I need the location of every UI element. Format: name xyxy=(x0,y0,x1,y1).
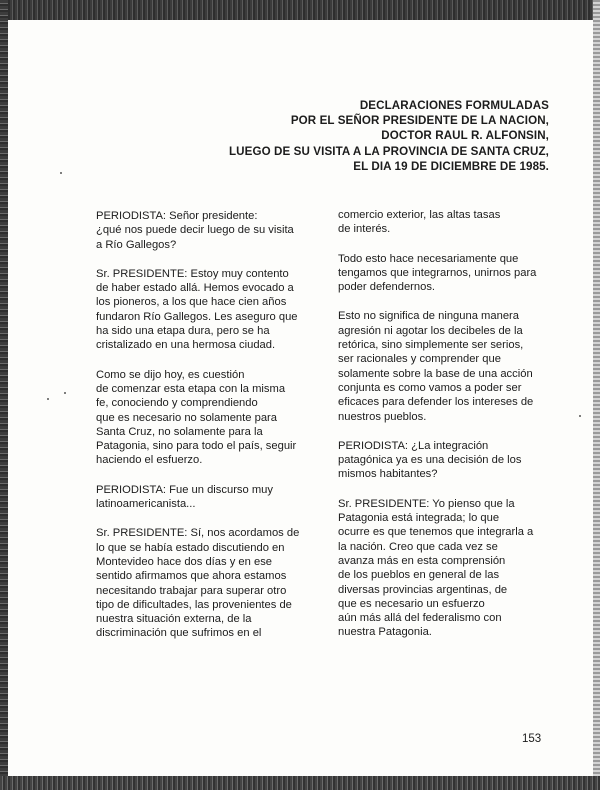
text-line: de los pueblos en general de las xyxy=(338,569,500,582)
paragraph xyxy=(338,439,550,482)
page-number: 153 xyxy=(522,733,542,745)
heading-line: LUEGO DE SU VISITA A LA PROVINCIA DE SANTA CRUZ, xyxy=(229,144,549,158)
paragraph xyxy=(338,309,550,423)
text-line: mismos habitantes? xyxy=(338,468,438,481)
text-line: fundaron Río Gallegos. Les aseguro que xyxy=(96,310,298,323)
text-line: solamente sobre la base de una acción xyxy=(338,367,533,380)
text-line: Como se dijo hoy, es cuestión xyxy=(96,368,245,381)
text-line: nuestra situación externa, de la xyxy=(96,613,252,626)
text-line: Sr. PRESIDENTE: Estoy muy contento xyxy=(96,267,289,280)
text-line: Sr. PRESIDENTE: Sí, nos acordamos de xyxy=(96,527,300,540)
text-line: de haber estado allá. Hemos evocado a xyxy=(96,282,294,295)
text-line: la nación. Creo que cada vez se xyxy=(338,540,498,553)
text-line: discriminación que sufrimos en el xyxy=(96,627,262,640)
text-line: Santa Cruz, no solamente para la xyxy=(96,425,263,438)
text-line: que es necesario no solamente para xyxy=(96,411,277,424)
text-line: nuestra Patagonia. xyxy=(338,626,432,639)
right-column xyxy=(338,208,550,655)
paragraph xyxy=(96,209,306,252)
text-line: los pioneros, a los que hace cien años xyxy=(96,296,287,309)
text-line: nuestros pueblos. xyxy=(338,410,427,423)
text-line: tengamos que integrarnos, unirnos para xyxy=(338,266,537,279)
text-line: comercio exterior, las altas tasas xyxy=(338,209,501,221)
text-line: conjunta es como vamos a poder ser xyxy=(338,381,522,394)
text-line: Patagonia, sino para todo el país, seguir xyxy=(96,440,297,453)
paragraph xyxy=(338,497,550,640)
text-line: patagónica ya es una decisión de los xyxy=(338,454,522,467)
text-line: latinoamericanista... xyxy=(96,498,196,511)
text-line: ¿qué nos puede decir luego de su visita xyxy=(96,224,294,237)
scan-edge-right xyxy=(593,0,600,790)
document-heading xyxy=(229,98,549,174)
text-line: ha sido una etapa dura, pero se ha xyxy=(96,325,270,338)
text-line: Todo esto hace necesariamente que xyxy=(338,252,519,265)
scan-speck xyxy=(579,415,581,417)
heading-line: EL DIA 19 DE DICIEMBRE DE 1985. xyxy=(353,159,549,173)
text-line: Montevideo hace dos días y en ese xyxy=(96,555,273,568)
scan-speck xyxy=(60,172,62,174)
text-line: poder defendernos. xyxy=(338,281,436,294)
paragraph xyxy=(96,368,306,468)
text-line: avanza más en esta comprensión xyxy=(338,554,506,567)
paragraph xyxy=(338,208,550,237)
text-line: aún más allá del federalismo con xyxy=(338,612,502,625)
text-line: lo que se había estado discutiendo en xyxy=(96,541,285,554)
paragraph xyxy=(338,252,550,295)
text-line: tipo de dificultades, las provenientes de xyxy=(96,598,292,611)
text-line: ocurre es que tenemos que integrarla a xyxy=(338,526,534,539)
text-line: a Río Gallegos? xyxy=(96,238,177,251)
text-line: agresión ni agotar los decibeles de la xyxy=(338,324,523,337)
text-line: sentido afirmamos que ahora estamos xyxy=(96,570,287,583)
text-line: de comenzar esta etapa con la misma xyxy=(96,382,286,395)
text-line: retórica, sino simplemente ser serios, xyxy=(338,339,524,352)
text-line: de interés. xyxy=(338,223,391,236)
text-line: haciendo el esfuerzo. xyxy=(96,454,203,467)
text-line: PERIODISTA: ¿La integración xyxy=(338,439,489,452)
text-line: cristalizado en una hermosa ciudad. xyxy=(96,339,276,352)
scan-edge-bottom xyxy=(0,776,600,790)
text-line: ser racionales y comprender que xyxy=(338,353,501,366)
paragraph xyxy=(96,267,306,353)
heading-line: POR EL SEÑOR PRESIDENTE DE LA NACION, xyxy=(290,114,549,128)
text-line: PERIODISTA: Señor presidente: xyxy=(96,210,258,222)
text-line: que es necesario un esfuerzo xyxy=(338,597,485,610)
text-line: Esto no significa de ninguna manera xyxy=(338,310,519,323)
heading-line: DOCTOR RAUL R. ALFONSIN, xyxy=(381,129,549,143)
paragraph xyxy=(96,483,306,512)
text-line: eficaces para defender los intereses de xyxy=(338,396,534,409)
text-line: necesitando trabajar para superar otro xyxy=(96,584,287,597)
scan-speck xyxy=(47,398,49,400)
text-line: Sr. PRESIDENTE: Yo pienso que la xyxy=(338,497,515,510)
scan-speck xyxy=(64,392,66,394)
paragraph xyxy=(96,526,306,640)
text-line: diversas provincias argentinas, de xyxy=(338,583,508,596)
left-column xyxy=(96,209,306,656)
text-line: PERIODISTA: Fue un discurso muy xyxy=(96,483,273,496)
scan-edge-top xyxy=(0,0,600,20)
heading-line: DECLARACIONES FORMULADAS xyxy=(359,99,549,112)
text-line: fe, conociendo y comprendiendo xyxy=(96,397,258,410)
scan-edge-left xyxy=(0,0,8,790)
text-line: Patagonia está integrada; lo que xyxy=(338,512,500,525)
